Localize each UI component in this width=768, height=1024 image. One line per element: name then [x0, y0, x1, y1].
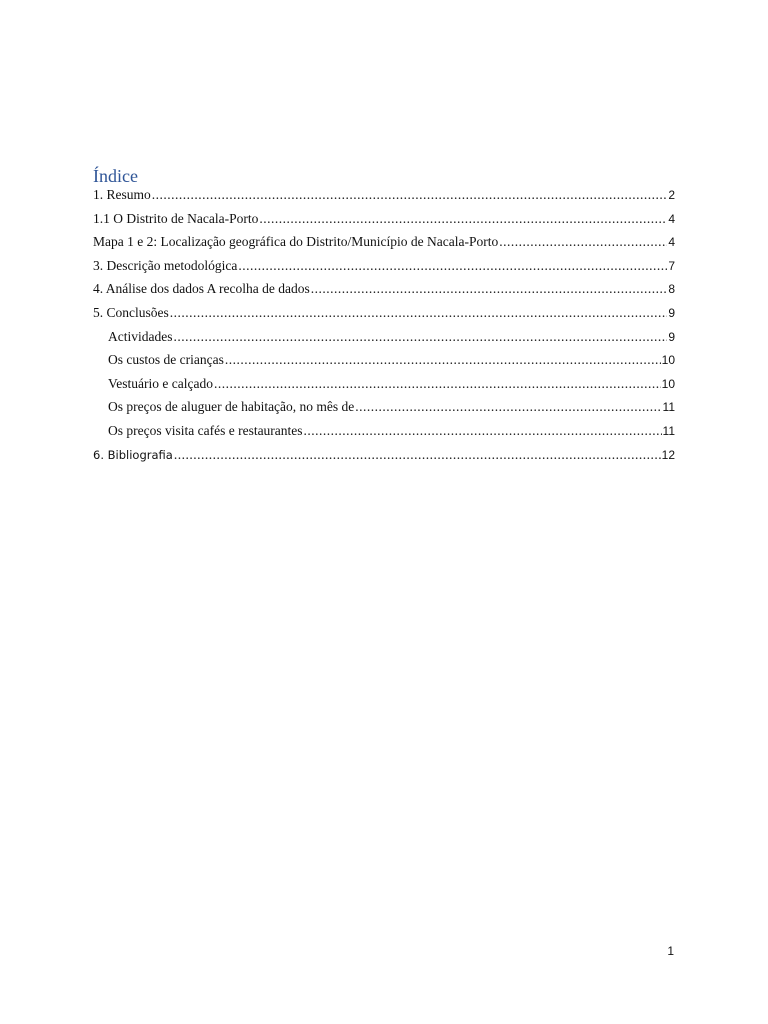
toc-entry[interactable]	[93, 281, 675, 305]
toc-entry[interactable]	[93, 187, 675, 211]
toc-entry-text: 5. Conclusões	[93, 304, 169, 320]
toc-entry-leader	[214, 376, 661, 392]
toc-entry-page: 4	[668, 211, 675, 226]
toc-entry-page: 10	[661, 353, 675, 368]
toc-entry[interactable]	[93, 305, 675, 329]
toc-entry-text: Os preços visita cafés e restaurantes	[108, 422, 303, 438]
toc-entry-text: 6. Bibliografia	[93, 447, 173, 462]
toc-entry[interactable]	[93, 447, 675, 471]
toc-title: Índice	[93, 166, 138, 186]
toc-entry-page: 9	[668, 329, 675, 344]
toc-entry-text: Actividades	[108, 328, 173, 344]
toc-entry-leader	[499, 234, 667, 250]
toc-entry-page: 2	[668, 188, 675, 202]
toc-entry-leader	[259, 211, 667, 227]
toc-entry-leader	[311, 281, 668, 297]
toc-entry-leader	[225, 352, 661, 368]
toc-entry-leader	[152, 187, 668, 203]
toc-entry-page: 8	[668, 282, 675, 297]
toc-entry-page: 7	[668, 258, 675, 273]
toc-entry-page: 9	[668, 305, 675, 320]
toc-entry-text: 1.1 O Distrito de Nacala-Porto	[93, 210, 259, 226]
toc-entry[interactable]	[93, 234, 675, 258]
toc-entry-leader	[238, 258, 667, 274]
toc-entry-leader	[170, 305, 668, 321]
toc-entry-text: Os preços de aluguer de habitação, no mês de	[108, 399, 355, 415]
toc-entry-leader	[355, 399, 661, 415]
toc-entry-page: 12	[661, 447, 675, 462]
toc-entry-leader	[173, 329, 667, 345]
toc-entry-page: 11	[662, 423, 675, 438]
toc-subentry[interactable]	[93, 352, 675, 376]
toc-subentry[interactable]	[93, 376, 675, 400]
toc-entry-leader	[174, 447, 661, 463]
toc-entry-text: Vestuário e calçado	[108, 375, 213, 391]
toc-entry-leader	[304, 423, 662, 439]
toc-entry-text: Os custos de crianças	[108, 352, 224, 368]
toc-entry[interactable]	[93, 258, 675, 282]
toc-entry-text: Mapa 1 e 2: Localização geográfica do Distrito/Município de Nacala-Porto	[93, 234, 499, 250]
toc-subentry[interactable]	[93, 423, 675, 447]
toc-subentry[interactable]	[93, 329, 675, 353]
toc-entry-text: 1. Resumo	[93, 187, 151, 202]
toc-entry-page: 10	[661, 376, 675, 391]
toc-entry-page: 11	[662, 400, 675, 415]
toc-entry-text: 3. Descrição metodológica	[93, 257, 238, 273]
page-number: 1	[667, 944, 674, 958]
toc-entry[interactable]	[93, 211, 675, 235]
toc-entry-text: 4. Análise dos dados A recolha de dados	[93, 281, 310, 297]
toc-entry-page: 4	[668, 235, 675, 250]
toc-list	[93, 187, 675, 470]
toc-subentry[interactable]	[93, 399, 675, 423]
